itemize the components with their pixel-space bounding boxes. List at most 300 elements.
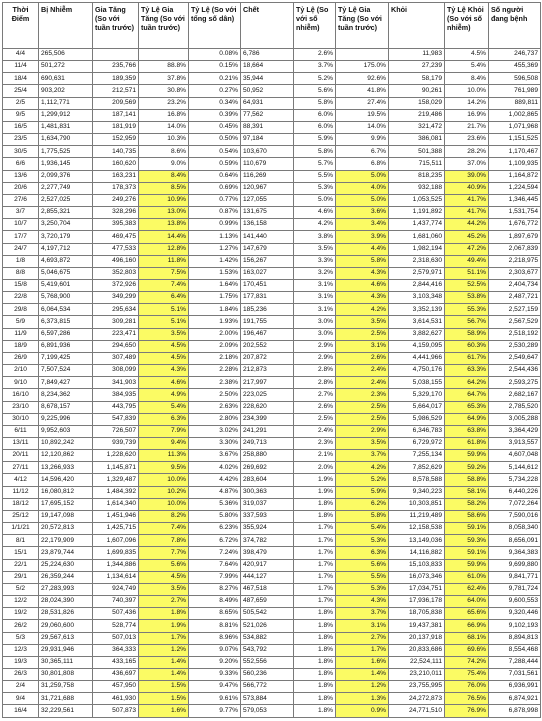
table-cell: 9,841,771 bbox=[489, 571, 541, 583]
table-cell: 191,755 bbox=[241, 316, 294, 328]
table-cell: 1,346,445 bbox=[489, 194, 541, 206]
table-cell: 7.7% bbox=[139, 547, 189, 559]
table-cell: 2,527,025 bbox=[39, 194, 93, 206]
table-cell: 1,775,525 bbox=[39, 146, 93, 158]
table-cell: 1.4% bbox=[336, 668, 389, 680]
table-cell: 1.7% bbox=[336, 644, 389, 656]
table-cell: 58,179 bbox=[389, 73, 445, 85]
table-cell: 4.3% bbox=[336, 292, 389, 304]
table-cell: 2/5 bbox=[3, 97, 39, 109]
table-cell: 1/1/21 bbox=[3, 523, 39, 535]
table-cell: 2,579,971 bbox=[389, 267, 445, 279]
table-cell: 7.99% bbox=[189, 571, 241, 583]
header-recovery-rate: Tỷ Lệ Khỏi (So với số nhiễm) bbox=[445, 3, 489, 49]
table-cell: 5.8% bbox=[336, 255, 389, 267]
table-cell: 61.7% bbox=[445, 352, 489, 364]
table-cell: 8.96% bbox=[189, 632, 241, 644]
table-cell: 5.4% bbox=[139, 401, 189, 413]
table-cell: 4,607,048 bbox=[489, 450, 541, 462]
table-cell: 20/6 bbox=[3, 182, 39, 194]
table-cell: 6,373,815 bbox=[39, 316, 93, 328]
table-cell: 50,952 bbox=[241, 85, 294, 97]
table-cell: 103,670 bbox=[241, 146, 294, 158]
table-cell: 3.2% bbox=[294, 267, 336, 279]
table-cell: 395,383 bbox=[93, 219, 139, 231]
table-row bbox=[3, 425, 541, 437]
table-cell: 65.3% bbox=[445, 401, 489, 413]
table-cell: 27,283,993 bbox=[39, 583, 93, 595]
table-cell: 219,486 bbox=[389, 109, 445, 121]
table-cell: 16/5 bbox=[3, 121, 39, 133]
table-cell: 2,318,630 bbox=[389, 255, 445, 267]
table-cell: 5.1% bbox=[139, 304, 189, 316]
table-cell: 6.72% bbox=[189, 535, 241, 547]
table-cell: 5.3% bbox=[294, 182, 336, 194]
table-cell: 5.6% bbox=[294, 85, 336, 97]
table-cell: 97,184 bbox=[241, 134, 294, 146]
table-row bbox=[3, 328, 541, 340]
table-cell: 140,735 bbox=[93, 146, 139, 158]
table-row bbox=[3, 207, 541, 219]
table-cell: 147,679 bbox=[241, 243, 294, 255]
table-cell: 1.6% bbox=[336, 656, 389, 668]
table-cell: 2.3% bbox=[294, 438, 336, 450]
table-cell: 1.7% bbox=[294, 583, 336, 595]
table-cell: 5,986,529 bbox=[389, 413, 445, 425]
table-cell: 0.39% bbox=[189, 109, 241, 121]
table-cell: 9.33% bbox=[189, 668, 241, 680]
table-cell: 4.0% bbox=[336, 182, 389, 194]
table-cell: 573,884 bbox=[241, 693, 294, 705]
table-cell: 25/12 bbox=[3, 510, 39, 522]
table-cell: 10.3% bbox=[139, 134, 189, 146]
table-cell: 51.1% bbox=[445, 267, 489, 279]
table-cell: 2.9% bbox=[294, 352, 336, 364]
table-cell: 21.7% bbox=[445, 121, 489, 133]
table-cell: 63.8% bbox=[445, 425, 489, 437]
table-cell: 5.2% bbox=[294, 73, 336, 85]
table-cell: 24,272,873 bbox=[389, 693, 445, 705]
table-cell: 209,569 bbox=[93, 97, 139, 109]
table-cell: 6,346,783 bbox=[389, 425, 445, 437]
table-row bbox=[3, 450, 541, 462]
table-cell: 1.8% bbox=[139, 608, 189, 620]
table-cell: 64.7% bbox=[445, 389, 489, 401]
table-cell: 10.2% bbox=[139, 486, 189, 498]
table-cell: 26/3 bbox=[3, 668, 39, 680]
table-cell: 41.8% bbox=[336, 85, 389, 97]
table-cell: 185,236 bbox=[241, 304, 294, 316]
table-cell: 1.8% bbox=[294, 644, 336, 656]
table-cell: 2.9% bbox=[294, 340, 336, 352]
table-cell: 566,772 bbox=[241, 681, 294, 693]
table-cell: 1,112,771 bbox=[39, 97, 93, 109]
table-row bbox=[3, 304, 541, 316]
table-cell: 23,210,011 bbox=[389, 668, 445, 680]
table-cell: 7.9% bbox=[139, 425, 189, 437]
table-cell: 3.5% bbox=[139, 583, 189, 595]
table-cell: 2.09% bbox=[189, 340, 241, 352]
table-cell: 23/5 bbox=[3, 134, 39, 146]
table-cell: 223,025 bbox=[241, 389, 294, 401]
table-cell: 8.4% bbox=[445, 73, 489, 85]
table-cell: 35,944 bbox=[241, 73, 294, 85]
table-cell: 31,721,688 bbox=[39, 693, 93, 705]
table-row bbox=[3, 182, 541, 194]
table-cell: 4.6% bbox=[294, 207, 336, 219]
table-row bbox=[3, 365, 541, 377]
table-cell: 60.3% bbox=[445, 340, 489, 352]
table-cell: 9,781,724 bbox=[489, 583, 541, 595]
table-cell: 9.77% bbox=[189, 705, 241, 718]
table-cell: 5.5% bbox=[336, 571, 389, 583]
table-row bbox=[3, 693, 541, 705]
table-cell: 1.42% bbox=[189, 255, 241, 267]
table-cell: 88,391 bbox=[241, 121, 294, 133]
table-cell: 11/9 bbox=[3, 328, 39, 340]
table-cell: 20/11 bbox=[3, 450, 39, 462]
table-cell: 29/1 bbox=[3, 571, 39, 583]
table-cell: 5/2 bbox=[3, 583, 39, 595]
table-cell: 8.27% bbox=[189, 583, 241, 595]
table-cell: 18/12 bbox=[3, 498, 39, 510]
table-cell: 19,437,381 bbox=[389, 620, 445, 632]
table-cell: 0.34% bbox=[189, 97, 241, 109]
table-cell: 0.15% bbox=[189, 61, 241, 73]
table-cell: 18/9 bbox=[3, 340, 39, 352]
table-cell: 1.8% bbox=[294, 632, 336, 644]
table-cell: 8,678,157 bbox=[39, 401, 93, 413]
table-cell: 37.0% bbox=[445, 158, 489, 170]
table-cell: 8,894,813 bbox=[489, 632, 541, 644]
header-recovered: Khỏi bbox=[389, 3, 445, 49]
table-cell: 3.4% bbox=[336, 219, 389, 231]
table-cell: 1,344,886 bbox=[93, 559, 139, 571]
table-row bbox=[3, 462, 541, 474]
table-cell: 249,276 bbox=[93, 194, 139, 206]
table-cell: 8/8 bbox=[3, 267, 39, 279]
table-cell: 45.2% bbox=[445, 231, 489, 243]
table-cell: 2.7% bbox=[336, 632, 389, 644]
table-cell: 3,882,627 bbox=[389, 328, 445, 340]
table-cell: 9/4 bbox=[3, 693, 39, 705]
table-cell bbox=[139, 49, 189, 61]
table-cell: 5.36% bbox=[189, 498, 241, 510]
table-cell: 1,228,620 bbox=[93, 450, 139, 462]
table-cell: 175.0% bbox=[336, 61, 389, 73]
table-row bbox=[3, 158, 541, 170]
table-cell: 5,734,228 bbox=[489, 474, 541, 486]
table-cell: 364,333 bbox=[93, 644, 139, 656]
table-cell: 68.1% bbox=[445, 632, 489, 644]
table-cell: 246,737 bbox=[489, 49, 541, 61]
table-cell: 23.6% bbox=[445, 134, 489, 146]
table-cell: 4,441,966 bbox=[389, 352, 445, 364]
table-cell: 26/9 bbox=[3, 352, 39, 364]
table-row bbox=[3, 583, 541, 595]
table-cell: 66.9% bbox=[445, 620, 489, 632]
table-cell: 27/11 bbox=[3, 462, 39, 474]
table-cell: 5/3 bbox=[3, 632, 39, 644]
table-cell: 6,936,991 bbox=[489, 681, 541, 693]
table-cell: 13/11 bbox=[3, 438, 39, 450]
table-cell: 2.3% bbox=[336, 389, 389, 401]
table-cell: 8.2% bbox=[139, 510, 189, 522]
table-cell: 4.9% bbox=[139, 389, 189, 401]
table-cell: 1.8% bbox=[294, 620, 336, 632]
table-cell: 1,329,487 bbox=[93, 474, 139, 486]
table-cell: 3/7 bbox=[3, 207, 39, 219]
table-cell: 1.8% bbox=[294, 693, 336, 705]
table-cell: 2,067,839 bbox=[489, 243, 541, 255]
table-cell: 9,364,383 bbox=[489, 547, 541, 559]
table-cell: 7.24% bbox=[189, 547, 241, 559]
table-cell: 76.0% bbox=[445, 681, 489, 693]
header-death-increase-rate: Tỷ Lệ Gia Tăng (So với tuần trước) bbox=[336, 3, 389, 49]
table-cell: 0.59% bbox=[189, 158, 241, 170]
table-cell: 7,072,264 bbox=[489, 498, 541, 510]
table-cell: 7,849,427 bbox=[39, 377, 93, 389]
table-cell: 309,281 bbox=[93, 316, 139, 328]
table-cell: 1.7% bbox=[294, 535, 336, 547]
table-cell: 7,852,629 bbox=[389, 462, 445, 474]
table-cell: 76.9% bbox=[445, 705, 489, 718]
covid-statistics-table bbox=[2, 2, 541, 718]
table-cell bbox=[336, 49, 389, 61]
table-cell: 13,149,036 bbox=[389, 535, 445, 547]
table-cell: 22,179,909 bbox=[39, 535, 93, 547]
table-cell: 4.02% bbox=[189, 462, 241, 474]
table-cell: 11/12 bbox=[3, 486, 39, 498]
table-cell: 9.61% bbox=[189, 693, 241, 705]
table-cell: 740,397 bbox=[93, 596, 139, 608]
table-cell: 62.4% bbox=[445, 583, 489, 595]
table-cell: 30/5 bbox=[3, 146, 39, 158]
table-cell: 4.5% bbox=[139, 340, 189, 352]
table-cell: 69.6% bbox=[445, 644, 489, 656]
table-cell: 14,596,420 bbox=[39, 474, 93, 486]
table-cell: 6.7% bbox=[336, 146, 389, 158]
table-cell: 543,792 bbox=[241, 644, 294, 656]
table-cell: 328,296 bbox=[93, 207, 139, 219]
table-cell: 19/2 bbox=[3, 608, 39, 620]
table-cell: 4.6% bbox=[336, 279, 389, 291]
table-cell: 27/6 bbox=[3, 194, 39, 206]
table-cell: 1,191,892 bbox=[389, 207, 445, 219]
table-cell: 24,771,510 bbox=[389, 705, 445, 718]
table-cell: 241,291 bbox=[241, 425, 294, 437]
table-cell: 2.8% bbox=[294, 377, 336, 389]
table-cell: 1,614,340 bbox=[93, 498, 139, 510]
table-cell: 6/6 bbox=[3, 158, 39, 170]
table-cell: 2.80% bbox=[189, 413, 241, 425]
table-cell: 6,891,936 bbox=[39, 340, 93, 352]
table-cell: 5.0% bbox=[336, 170, 389, 182]
table-cell: 3.0% bbox=[294, 316, 336, 328]
table-row bbox=[3, 85, 541, 97]
table-cell: 12.8% bbox=[139, 243, 189, 255]
table-cell: 61.0% bbox=[445, 571, 489, 583]
table-cell: 6/11 bbox=[3, 425, 39, 437]
table-cell: 3,913,557 bbox=[489, 438, 541, 450]
table-cell: 212,873 bbox=[241, 365, 294, 377]
table-cell: 9.4% bbox=[139, 438, 189, 450]
table-cell: 308,099 bbox=[93, 365, 139, 377]
table-cell: 4/4 bbox=[3, 49, 39, 61]
table-cell: 3.6% bbox=[336, 207, 389, 219]
table-row bbox=[3, 571, 541, 583]
table-cell: 1/8 bbox=[3, 255, 39, 267]
table-cell: 1,170,467 bbox=[489, 146, 541, 158]
table-cell: 3,364,429 bbox=[489, 425, 541, 437]
table-cell: 8,234,362 bbox=[39, 389, 93, 401]
table-cell: 1,982,194 bbox=[389, 243, 445, 255]
table-cell: 58.1% bbox=[445, 486, 489, 498]
table-cell: 265,506 bbox=[39, 49, 93, 61]
table-cell: 1,936,145 bbox=[39, 158, 93, 170]
table-cell: 3.1% bbox=[294, 279, 336, 291]
table-cell: 1.8% bbox=[294, 681, 336, 693]
table-cell: 269,692 bbox=[241, 462, 294, 474]
table-cell: 228,620 bbox=[241, 401, 294, 413]
table-cell: 13.8% bbox=[139, 219, 189, 231]
table-cell: 55.3% bbox=[445, 304, 489, 316]
table-row bbox=[3, 267, 541, 279]
table-cell: 2,567,529 bbox=[489, 316, 541, 328]
table-cell: 52.5% bbox=[445, 279, 489, 291]
table-cell: 5.1% bbox=[139, 316, 189, 328]
table-cell: 3.9% bbox=[336, 231, 389, 243]
table-cell: 23/10 bbox=[3, 401, 39, 413]
table-cell: 6,597,286 bbox=[39, 328, 93, 340]
table-cell: 4.3% bbox=[336, 596, 389, 608]
table-cell: 2,527,159 bbox=[489, 304, 541, 316]
table-cell: 65.6% bbox=[445, 608, 489, 620]
table-cell: 0.64% bbox=[189, 170, 241, 182]
table-cell: 4.3% bbox=[336, 267, 389, 279]
table-cell: 234,399 bbox=[241, 413, 294, 425]
table-cell: 16/4 bbox=[3, 705, 39, 718]
table-cell: 9.0% bbox=[139, 158, 189, 170]
table-cell: 4/12 bbox=[3, 474, 39, 486]
table-cell: 16,073,346 bbox=[389, 571, 445, 583]
table-cell: 349,299 bbox=[93, 292, 139, 304]
table-cell: 487,659 bbox=[241, 596, 294, 608]
table-cell: 202,552 bbox=[241, 340, 294, 352]
table-cell: 4.2% bbox=[294, 219, 336, 231]
table-cell: 17,695,152 bbox=[39, 498, 93, 510]
table-cell: 7.8% bbox=[139, 535, 189, 547]
table-cell: 3.5% bbox=[336, 438, 389, 450]
table-row bbox=[3, 61, 541, 73]
table-cell: 295,634 bbox=[93, 304, 139, 316]
table-row bbox=[3, 109, 541, 121]
table-cell: 19.5% bbox=[336, 109, 389, 121]
table-cell: 39.0% bbox=[445, 170, 489, 182]
table-cell: 5,329,170 bbox=[389, 389, 445, 401]
table-cell: 6.0% bbox=[294, 109, 336, 121]
table-cell: 5.6% bbox=[336, 559, 389, 571]
table-cell: 1.7% bbox=[294, 559, 336, 571]
table-cell: 15/8 bbox=[3, 279, 39, 291]
table-cell: 9,225,996 bbox=[39, 413, 93, 425]
table-cell: 2,487,721 bbox=[489, 292, 541, 304]
table-cell: 443,795 bbox=[93, 401, 139, 413]
table-cell: 560,236 bbox=[241, 668, 294, 680]
table-cell: 507,013 bbox=[93, 632, 139, 644]
table-cell: 507,436 bbox=[93, 608, 139, 620]
table-cell: 18,664 bbox=[241, 61, 294, 73]
table-cell: 8.49% bbox=[189, 596, 241, 608]
table-cell: 178,373 bbox=[93, 182, 139, 194]
table-cell: 13.0% bbox=[139, 207, 189, 219]
table-cell: 27,239 bbox=[389, 61, 445, 73]
table-row bbox=[3, 510, 541, 522]
table-cell: 5,046,675 bbox=[39, 267, 93, 279]
table-cell: 552,556 bbox=[241, 656, 294, 668]
table-cell: 59.9% bbox=[445, 450, 489, 462]
table-cell: 5,038,155 bbox=[389, 377, 445, 389]
table-row bbox=[3, 389, 541, 401]
table-cell: 30.8% bbox=[139, 85, 189, 97]
table-cell: 1,531,754 bbox=[489, 207, 541, 219]
header-death-rate: Tỷ Lệ (So với số nhiễm) bbox=[294, 3, 336, 49]
table-cell: 6.8% bbox=[336, 158, 389, 170]
table-cell: 10,303,851 bbox=[389, 498, 445, 510]
table-cell: 47.2% bbox=[445, 243, 489, 255]
table-cell: 59.3% bbox=[445, 535, 489, 547]
table-cell: 2/10 bbox=[3, 365, 39, 377]
table-cell: 2,855,321 bbox=[39, 207, 93, 219]
table-cell: 9.20% bbox=[189, 656, 241, 668]
table-row bbox=[3, 170, 541, 182]
table-cell: 4.2% bbox=[336, 462, 389, 474]
table-cell: 2,593,275 bbox=[489, 377, 541, 389]
table-cell: 2,518,192 bbox=[489, 328, 541, 340]
table-cell: 3.1% bbox=[294, 304, 336, 316]
table-cell: 7.5% bbox=[139, 267, 189, 279]
table-cell: 3,720,179 bbox=[39, 231, 93, 243]
table-cell: 337,593 bbox=[241, 510, 294, 522]
table-cell: 7,199,425 bbox=[39, 352, 93, 364]
table-cell: 158,029 bbox=[389, 97, 445, 109]
table-cell: 29,931,946 bbox=[39, 644, 93, 656]
table-cell: 25/4 bbox=[3, 85, 39, 97]
table-cell: 6,064,534 bbox=[39, 304, 93, 316]
table-cell: 10.0% bbox=[139, 474, 189, 486]
table-cell: 10,892,242 bbox=[39, 438, 93, 450]
table-cell: 136,158 bbox=[241, 219, 294, 231]
table-cell: 4.6% bbox=[139, 377, 189, 389]
table-cell: 235,766 bbox=[93, 61, 139, 73]
table-cell: 75.4% bbox=[445, 668, 489, 680]
table-cell: 223,471 bbox=[93, 328, 139, 340]
table-cell: 11,219,489 bbox=[389, 510, 445, 522]
table-cell: 9.47% bbox=[189, 681, 241, 693]
table-cell: 3.0% bbox=[294, 328, 336, 340]
table-row bbox=[3, 352, 541, 364]
table-cell: 3,614,531 bbox=[389, 316, 445, 328]
table-cell: 59.1% bbox=[445, 547, 489, 559]
table-cell: 16,080,812 bbox=[39, 486, 93, 498]
table-cell: 1.4% bbox=[139, 656, 189, 668]
table-cell: 436,697 bbox=[93, 668, 139, 680]
table-cell: 521,026 bbox=[241, 620, 294, 632]
table-cell: 1.5% bbox=[139, 693, 189, 705]
table-cell: 20,137,918 bbox=[389, 632, 445, 644]
table-cell: 13/6 bbox=[3, 170, 39, 182]
table-cell: 29/8 bbox=[3, 304, 39, 316]
